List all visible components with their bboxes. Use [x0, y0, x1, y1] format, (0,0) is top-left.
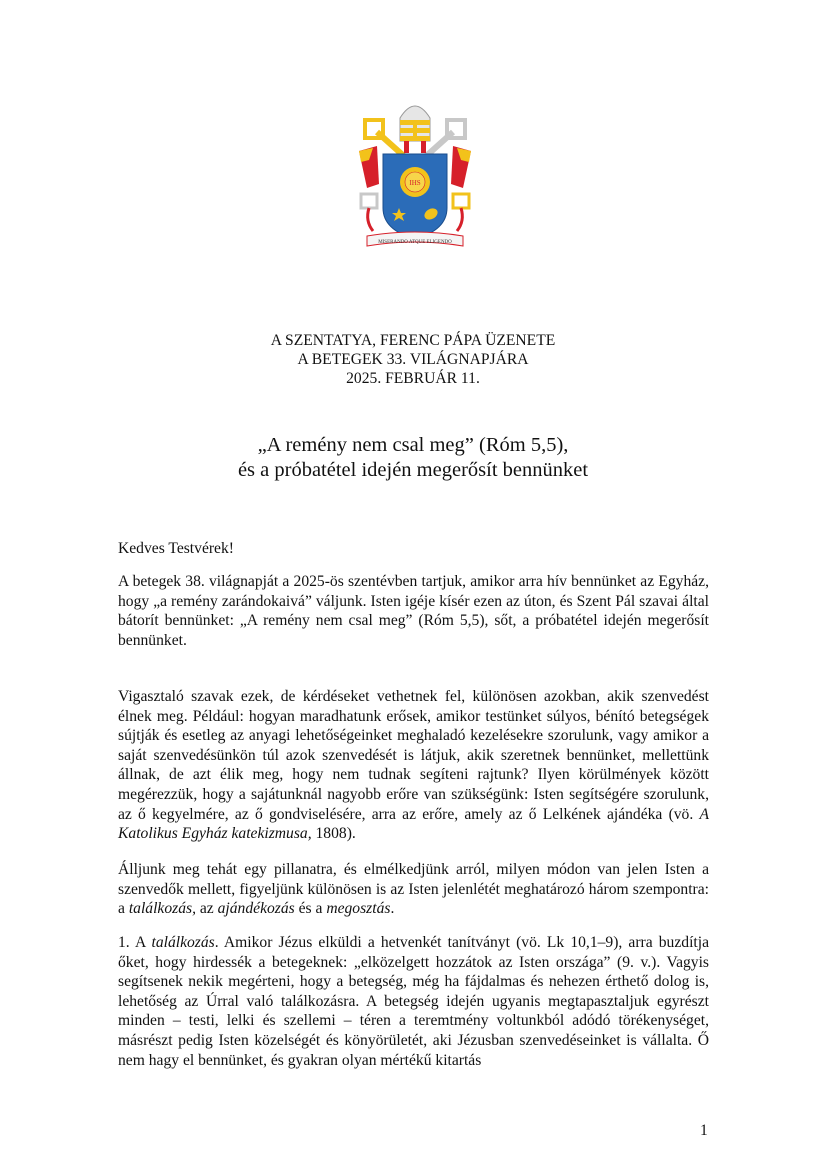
- emphasis: megosztás: [326, 900, 391, 918]
- mitre-icon: [400, 106, 430, 153]
- paragraph: A betegek 38. világnapját a 2025-ös szentévben tartjuk, amikor arra hív bennünket az Egyház, hogy „a remény zarándokaivá” váljunk. Isten igéje kísér ezen az úton, és Szent Pál szavai által bátorít bennünket: „A remény nem csal meg” (Róm 5,5), sőt, a próbatétel idején megerősít bennünket.: [118, 573, 709, 649]
- page-number: 1: [700, 1122, 708, 1139]
- message-header: [0, 331, 826, 388]
- title-line: „A remény nem csal meg” (Róm 5,5),: [257, 434, 569, 456]
- title-line: és a próbatétel idején megerősít bennünket: [237, 459, 589, 481]
- header-line: A SZENTATYA, FERENC PÁPA ÜZENETE: [270, 332, 556, 349]
- paragraph: 1. A találkozás. Amikor Jézus elküldi a hetvenkét tanítványt (vö. Lk 10,1–9), arra buzdítja őket, hogy hirdessék a betegeknek: „elközelgett hozzátok az Isten országa” (9. v.). Vagyis segítsenek nekik megérteni, hogy a betegség, még ha fájdalmas és nehezen érthető dolog is, lehetőség az Úrral való találkozásra. A betegség idején ugyanis megtapasztaljuk egyrészt minden – testi, lelki és szellemi – téren a teremtmény voltunkból adódó törékenységet, másrészt pedig Isten közelségét és könyörületét, aki Jézusban szenvedéseinket is vállalta. Ő nem hagy el bennünket, és gyakran olyan mértékű kitartás: [118, 934, 709, 1069]
- emphasis: találkozás,: [128, 900, 196, 918]
- emphasis: találkozás: [151, 934, 215, 951]
- emphasis: ajándékozás: [217, 900, 295, 918]
- svg-text:MISERANDO ATQUE ELIGENDO: MISERANDO ATQUE ELIGENDO: [378, 240, 452, 245]
- papal-coat-of-arms-icon: [355, 96, 475, 251]
- paragraph: Álljunk meg tehát egy pillanatra, és elmélkedjünk arról, milyen módon van jelen Isten a szenvedők mellett, figyeljünk különösen is az Isten jelenlétét meghatározó három szempontra: a találkozás, az ajándékozás és a megosztás.: [118, 861, 709, 918]
- svg-text:IHS: IHS: [409, 179, 421, 187]
- sun-ihs-icon: [400, 167, 430, 197]
- header-date: 2025. FEBRUÁR 11.: [346, 370, 480, 387]
- message-title: [0, 433, 826, 483]
- header-line: A BETEGEK 33. VILÁGNAPJÁRA: [297, 351, 529, 368]
- paragraph: Vigasztaló szavak ezek, de kérdéseket vethetnek fel, különösen azokban, akik szenvedést élnek meg. Például: hogyan maradhatunk erősek, amikor testünket súlyos, bénító betegségek sújtják és esetleg az anyagi lehetőségeinket meghaladó kezelésekre szorulunk, vagy amikor a saját szenvedésünkön túl azok szenvedését is látjuk, akik szeretnek bennünket, mellettünk állnak, de azt élik meg, hogy nem tudnak segíteni rajtunk? Ilyen körülmények között megérezzük, hogy a sajátunknál nagyobb erőre van szükségünk: Isten segítségére szorulunk, az ő kegyelmére, az ő gondviselésére, arra az erőre, amely az ő Lelkének ajándéka (vö. A Katolikus Egyház katekizmusa, 1808).: [118, 688, 709, 843]
- citation-title: A Katolikus Egyház katekizmusa,: [118, 805, 709, 843]
- greeting: Kedves Testvérek!: [118, 540, 234, 557]
